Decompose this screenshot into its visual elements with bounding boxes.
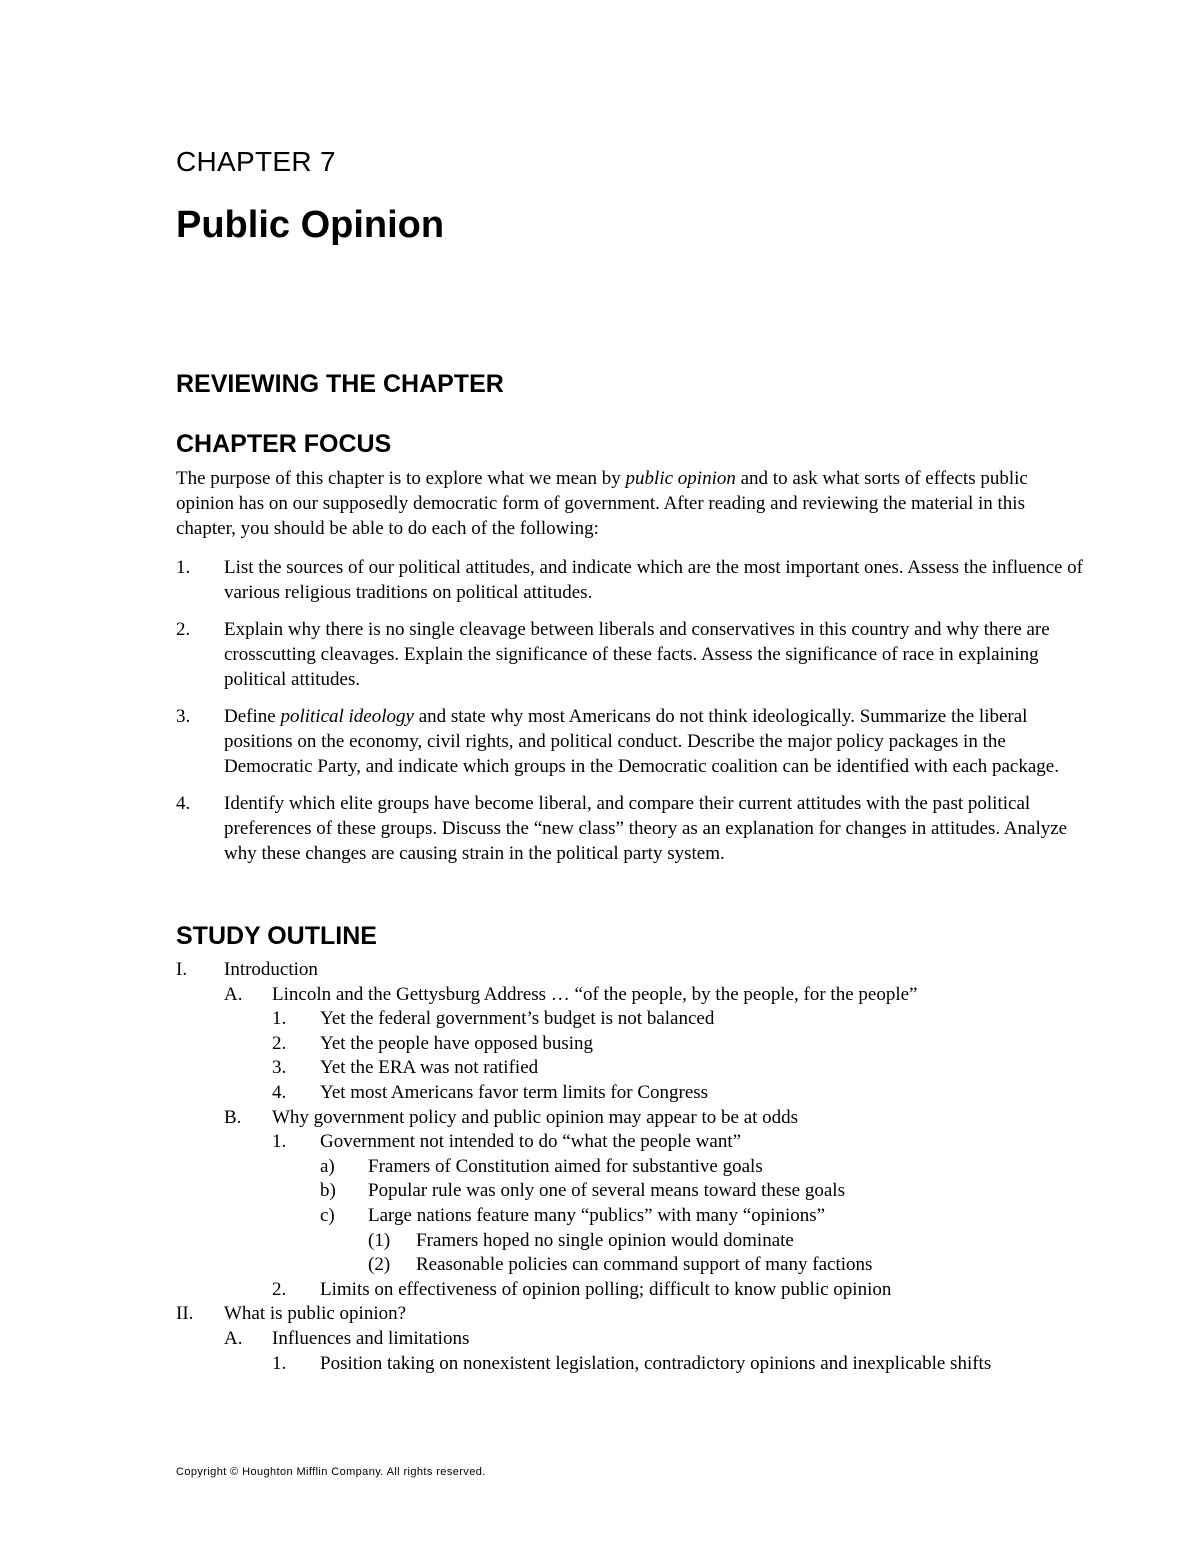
outline-item — [176, 1155, 1076, 1180]
outline-text: Yet the federal government’s budget is not balanced — [320, 1008, 715, 1030]
outline-text: Lincoln and the Gettysburg Address … “of the people, by the people, for the people” — [272, 983, 918, 1005]
section-heading-outline: STUDY OUTLINE — [176, 922, 377, 950]
intro-term-public-opinion: public opinion — [625, 468, 736, 489]
objective-text: Explain why there is no single cleavage between liberals and conservatives in this country and why there are crosscutting cleavages. Explain the significance of these facts. Assess the significance of race in explaining political attitudes. — [224, 619, 1050, 690]
section-heading-focus: CHAPTER FOCUS — [176, 430, 392, 458]
outline-marker: A. — [224, 983, 243, 1005]
copyright-footer: Copyright © Houghton Mifflin Company. All rights reserved. — [176, 1466, 486, 1478]
outline-marker: B. — [224, 1106, 242, 1128]
outline-item — [176, 958, 1076, 983]
outline-marker: 1. — [272, 1008, 287, 1030]
focus-intro-paragraph — [176, 466, 1076, 541]
outline-marker: 3. — [272, 1057, 287, 1079]
outline-item — [176, 1302, 1076, 1327]
objective-text: Identify which elite groups have become liberal, and compare their current attitudes with the past political preferences of these groups. Discuss the “new class” theory as an explanation for changes in attitudes. Analyze why these changes are causing strain in the political party system. — [224, 793, 1068, 864]
objective-text-before: Define — [224, 706, 281, 727]
outline-item — [176, 1106, 1076, 1131]
outline-item — [176, 983, 1076, 1008]
objective-text: List the sources of our political attitudes, and indicate which are the most important ones. Assess the influence of various religious traditions on political attitudes. — [224, 557, 1084, 603]
outline-marker: A. — [224, 1327, 243, 1349]
outline-text: Limits on effectiveness of opinion polling; difficult to know public opinion — [320, 1278, 892, 1300]
objective-term-political-ideology: political ideology — [280, 706, 414, 727]
outline-item — [176, 1253, 1076, 1278]
outline-text: What is public opinion? — [224, 1303, 407, 1325]
outline-marker: b) — [320, 1180, 336, 1202]
outline-marker: 2. — [272, 1032, 287, 1054]
outline-text: Why government policy and public opinion may appear to be at odds — [272, 1106, 799, 1128]
outline-text: Influences and limitations — [272, 1327, 470, 1349]
outline-item — [176, 1327, 1076, 1352]
objective-number: 1. — [176, 557, 191, 578]
outline-text: Position taking on nonexistent legislation, contradictory opinions and inexplicable shifts — [320, 1352, 992, 1374]
objective-item — [176, 791, 1086, 866]
outline-text: Large nations feature many “publics” with many “opinions” — [368, 1204, 826, 1226]
outline-text: Yet the ERA was not ratified — [320, 1057, 539, 1079]
outline-item — [176, 1032, 1076, 1057]
intro-text-before: The purpose of this chapter is to explore what we mean by — [176, 468, 626, 489]
outline-item — [176, 1007, 1076, 1032]
objective-item — [176, 704, 1086, 779]
objective-number: 2. — [176, 619, 191, 640]
outline-item — [176, 1229, 1076, 1254]
objective-item — [176, 555, 1086, 605]
outline-item — [176, 1352, 1076, 1377]
outline-item — [176, 1081, 1076, 1106]
outline-marker: 2. — [272, 1278, 287, 1300]
outline-marker: c) — [320, 1204, 335, 1226]
intro-text-after: and to ask what sorts of effects public opinion has on our supposedly democratic form of government. After reading and reviewing the material in this chapter, you should be able to do each of the following: — [176, 468, 1028, 539]
outline-text: Government not intended to do “what the people want” — [320, 1131, 742, 1153]
outline-marker: 1. — [272, 1131, 287, 1153]
outline-marker: II. — [176, 1303, 194, 1325]
outline-item — [176, 1179, 1076, 1204]
chapter-title: Public Opinion — [176, 204, 445, 246]
outline-item — [176, 1278, 1076, 1303]
outline-marker: (2) — [368, 1254, 391, 1276]
outline-marker: 1. — [272, 1352, 287, 1374]
outline-item — [176, 1130, 1076, 1155]
outline-item — [176, 1204, 1076, 1229]
objective-item — [176, 617, 1086, 692]
outline-text: Popular rule was only one of several means toward these goals — [368, 1180, 845, 1202]
outline-text: Introduction — [224, 959, 318, 980]
objectives-list — [176, 555, 1086, 878]
chapter-label: CHAPTER 7 — [176, 146, 336, 177]
outline-text: Framers of Constitution aimed for substantive goals — [368, 1155, 763, 1177]
section-heading-reviewing: REVIEWING THE CHAPTER — [176, 370, 504, 398]
outline-marker: a) — [320, 1155, 335, 1177]
outline-marker: (1) — [368, 1229, 391, 1251]
outline-marker: I. — [176, 959, 188, 980]
objective-number: 3. — [176, 706, 191, 727]
study-outline — [176, 958, 1076, 1376]
outline-text: Reasonable policies can command support of many factions — [416, 1254, 873, 1276]
objective-text-after: and state why most Americans do not think ideologically. Summarize the liberal positions on the economy, civil rights, and political conduct. Describe the major policy packages in the Democratic Party, and indicate which groups in the Democratic coalition can be identified with each package. — [224, 706, 1059, 777]
outline-text: Yet the people have opposed busing — [320, 1032, 594, 1054]
outline-text: Yet most Americans favor term limits for Congress — [320, 1081, 709, 1103]
outline-marker: 4. — [272, 1081, 287, 1103]
objective-number: 4. — [176, 793, 191, 814]
outline-item — [176, 1056, 1076, 1081]
outline-text: Framers hoped no single opinion would dominate — [416, 1229, 794, 1251]
